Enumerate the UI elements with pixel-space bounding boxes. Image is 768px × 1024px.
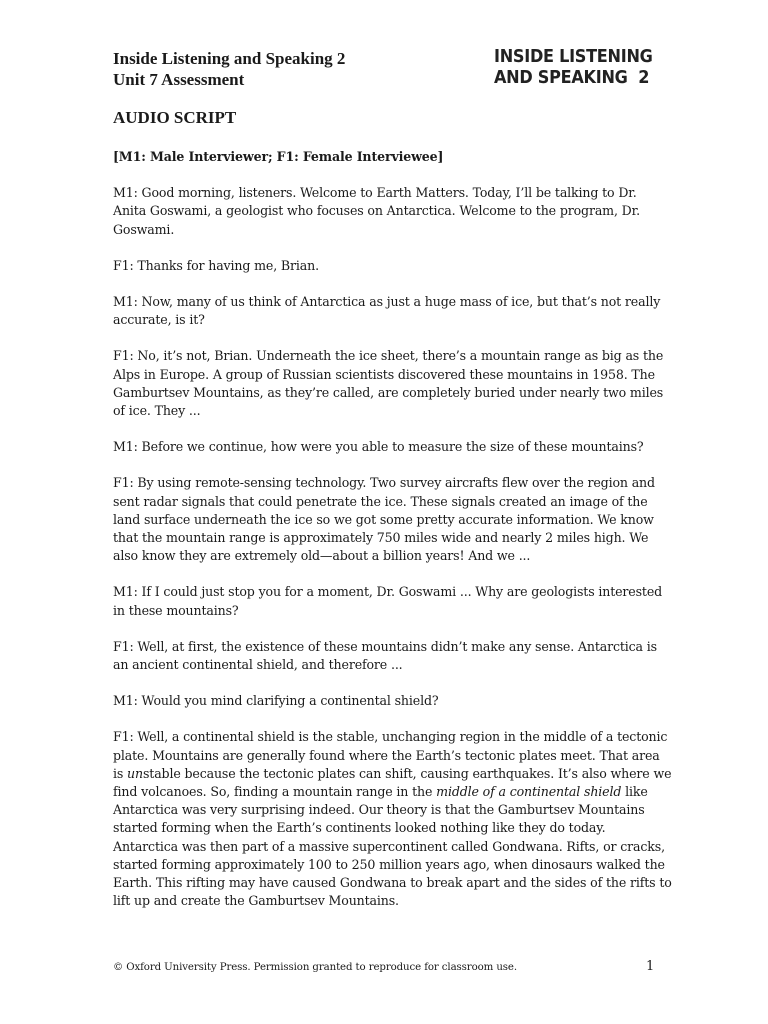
page-number: 1 — [646, 959, 655, 974]
script-paragraph-last — [113, 728, 673, 910]
publisher-logo — [494, 47, 653, 89]
paragraph-text: stable because the tectonic plates can shift, causing earthquakes. It’s also where we find volcanoes. So, finding a mountain range in the — [113, 765, 672, 800]
script-paragraph: M1: Good morning, listeners. Welcome to Earth Matters. Today, I’ll be talking to Dr. Anita Goswami, a geologist who focuses on Antarctica. Welcome to the program, Dr. Goswami. — [113, 185, 640, 237]
script-paragraph: M1: If I could just stop you for a moment, Dr. Goswami ... Why are geologists interested in these mountains? — [113, 584, 663, 618]
document-header — [113, 48, 345, 90]
logo-line-2: AND SPEAKING 2 — [494, 68, 650, 88]
script-paragraph: M1: Would you mind clarifying a continental shield? — [113, 693, 439, 709]
unit-title: Unit 7 Assessment — [113, 70, 245, 89]
script-paragraph: F1: By using remote-sensing technology. Two survey aircrafts flew over the region and sent radar signals that could penetrate the ice. These signals created an image of the land surface underneath the ice so we got some pretty accurate information. We know that the mountain range is approximately 750 miles wide and nearly 2 miles high. We also know they are extremely old—about a billion years! And we ... — [113, 475, 655, 564]
emphasis-text: un — [127, 765, 143, 781]
script-paragraph: F1: No, it’s not, Brian. Underneath the ice sheet, there’s a mountain range as big as the Alps in Europe. A group of Russian scientists discovered these mountains in 1958. The Gamburtsev Mountains, as they’re called, are completely buried under nearly two miles of ice. They ... — [113, 348, 664, 419]
script-paragraph: F1: Well, at first, the existence of these mountains didn’t make any sense. Antarctica is an ancient continental shield, and therefore ... — [113, 638, 657, 673]
paragraph-text: F1: Well, a continental shield is the stable, unchanging region in the middle of a tectonic plate. Mountains are generally found where the Earth’s tectonic plates meet. That area is — [113, 729, 668, 781]
logo-line-1: INSIDE LISTENING — [494, 47, 653, 67]
script-paragraph: M1: Now, many of us think of Antarctica as just a huge mass of ice, but that’s not really accurate, is it? — [113, 294, 661, 328]
copyright-footer: © Oxford University Press. Permission granted to reproduce for classroom use. — [113, 962, 517, 973]
page-title: AUDIO SCRIPT — [113, 108, 237, 127]
script-paragraph: M1: Before we continue, how were you able to measure the size of these mountains? — [113, 439, 644, 455]
course-title: Inside Listening and Speaking 2 — [113, 49, 346, 68]
speakers-key: [M1: Male Interviewer; F1: Female Interviewee] — [113, 149, 444, 164]
emphasis-text: middle of a continental shield — [436, 784, 622, 800]
paragraph-text: like Antarctica was very surprising indeed. Our theory is that the Gamburtsev Mountains started forming when the Earth’s continents looked nothing like they do today. Antarctica was then part of a massive supercontinent called Gondwana. Rifts, or cracks, started forming approximately 100 to 250 million years ago, when dinosaurs walked the Earth. This rifting may have caused Gondwana to break apart and the sides of the rifts to lift up and create the Gamburtsev Mountains. — [113, 784, 672, 909]
script-paragraph: F1: Thanks for having me, Brian. — [113, 257, 319, 273]
script-body — [113, 148, 673, 929]
